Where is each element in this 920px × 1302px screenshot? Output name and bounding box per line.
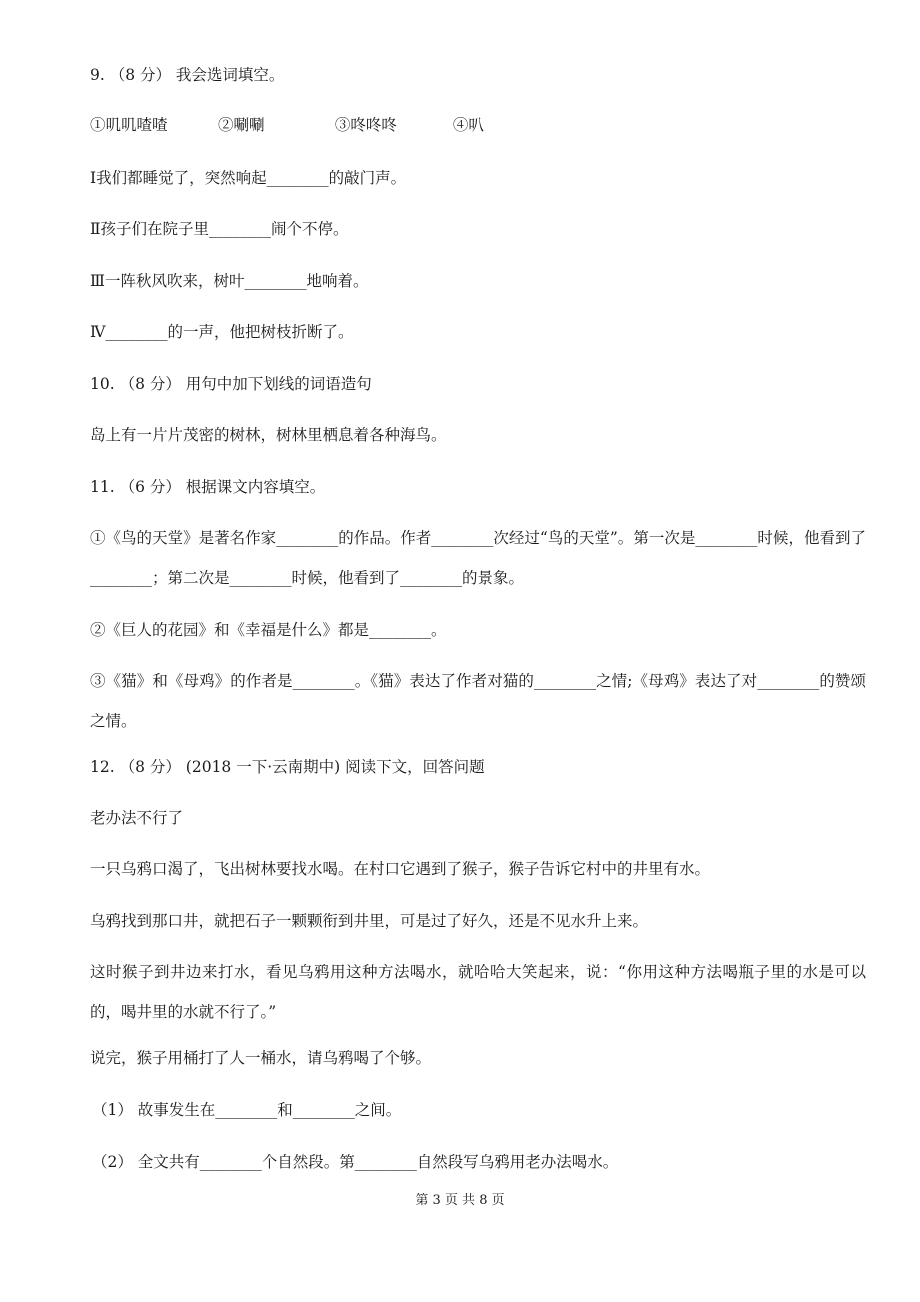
q10-sentence: 岛上有一片片茂密的树林，树林里栖息着各种海鸟。 — [90, 426, 447, 444]
q9-options — [90, 115, 484, 135]
q12-subquestion-1: （1） 故事发生在________和________之间。 — [92, 1101, 402, 1119]
q10-heading: 10. （8 分） 用句中加下划线的词语造句 — [90, 375, 372, 393]
q12-heading: 12. （8 分） (2018 一下·云南期中) 阅读下文，回答问题 — [90, 758, 485, 776]
story-paragraph-3: 这时猴子到井边来打水，看见乌鸦用这种方法喝水，就哈哈大笑起来，说：“你用这种方法喝瓶子里的水是可以的，喝井里的水就不行了。” — [90, 963, 866, 1021]
q11-item-1: ①《鸟的天堂》是著名作家________的作品。作者________次经过“鸟的天堂”。第一次是________时候，他看到了________；第二次是________时候，他看到了________的景象。 — [90, 529, 866, 587]
q11-heading: 11. （6 分） 根据课文内容填空。 — [90, 478, 326, 496]
q11-item-3: ③《猫》和《母鸡》的作者是________。《猫》表达了作者对猫的________之情;《母鸡》表达了对________的赞颂之情。 — [90, 672, 866, 730]
story-paragraph-1: 一只乌鸦口渴了，飞出树林要找水喝。在村口它遇到了猴子，猴子告诉它村中的井里有水。 — [90, 860, 711, 878]
q9-heading: 9. （8 分） 我会选词填空。 — [90, 66, 285, 84]
story-title: 老办法不行了 — [90, 809, 184, 827]
q9-item-3: Ⅲ一阵秋风吹来，树叶________地响着。 — [90, 272, 369, 290]
q9-item-4: Ⅳ________的一声，他把树枝折断了。 — [90, 323, 354, 341]
q12-subquestion-2: （2） 全文共有________个自然段。第________自然段写乌鸦用老办法喝水。 — [92, 1153, 619, 1171]
q9-option-1: ①叽叽喳喳 — [90, 116, 168, 134]
story-paragraph-2: 乌鸦找到那口井，就把石子一颗颗衔到井里，可是过了好久，还是不见水升上来。 — [90, 912, 649, 930]
q9-option-2: ②唰唰 — [217, 116, 265, 134]
story-paragraph-4: 说完，猴子用桶打了人一桶水，请乌鸦喝了个够。 — [90, 1049, 432, 1067]
q9-item-1: Ⅰ我们都睡觉了，突然响起________的敲门声。 — [90, 169, 407, 187]
q9-option-3: ③咚咚咚 — [334, 116, 397, 134]
q9-option-4: ④叭 — [452, 116, 484, 134]
page-number: 第 3 页 共 8 页 — [415, 1193, 505, 1208]
q11-item-2: ②《巨人的花园》和《幸福是什么》都是________。 — [90, 621, 447, 639]
q9-item-2: Ⅱ孩子们在院子里________闹个不停。 — [90, 220, 349, 238]
